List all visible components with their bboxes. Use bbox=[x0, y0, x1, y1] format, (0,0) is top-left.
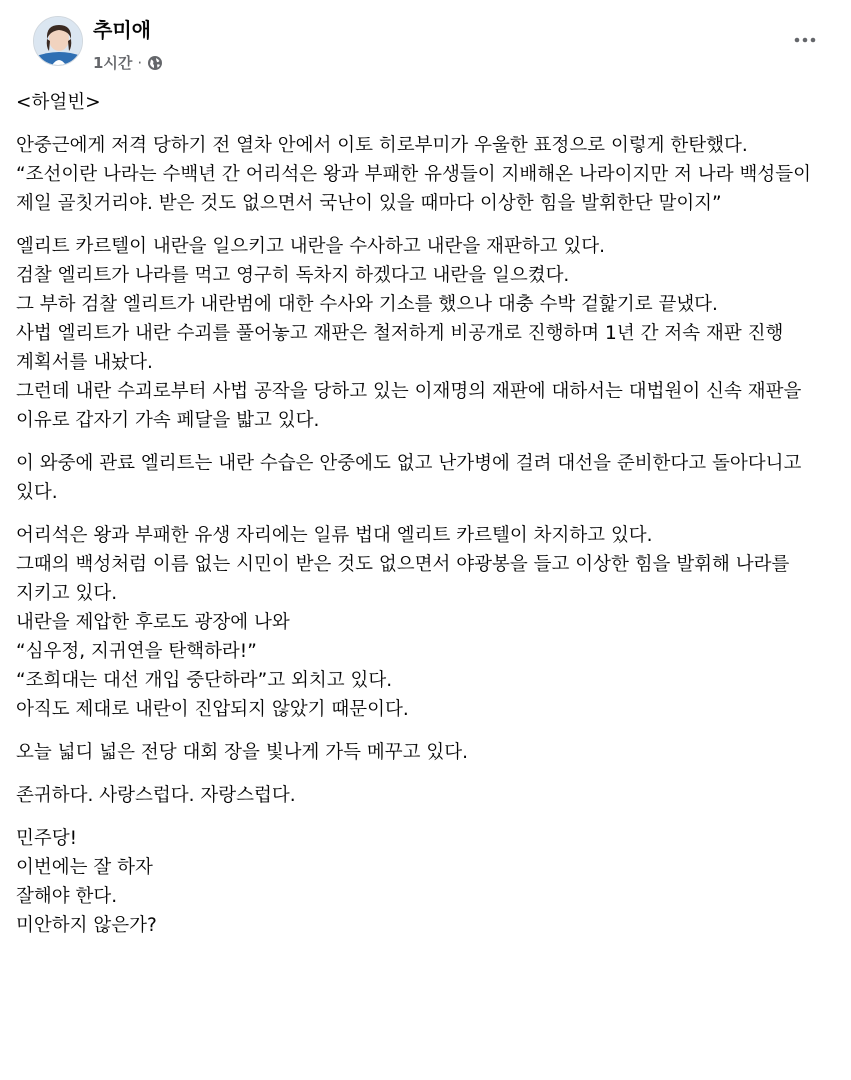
more-options-button[interactable] bbox=[787, 22, 823, 58]
avatar[interactable] bbox=[33, 16, 83, 66]
avatar-portrait-icon bbox=[34, 17, 83, 66]
post-paragraph-title: <하얼빈> bbox=[16, 92, 101, 113]
post-paragraph: 엘리트 카르텔이 내란을 일으키고 내란을 수사하고 내란을 재판하고 있다. 검찰 엘리트가 나라를 먹고 영구히 독차지 하겠다고 내란을 일으켰다. 그 부하 검찰 엘리트가 내란범에 대한 수사와 기소를 했으나 대충 수박 겉핥기로 끝냈다. 사법 엘리트가 내란 수괴를 풀어놓고 재판은 철저하게 비공개로 진행하며 1년 간 저속 재판 진행 계획서를 내놨다. 그런데 내란 수괴로부터 사법 공작을 당하고 있는 이재명의 재판에 대하서는 대법원이 신속 재판을 이유로 갑자기 가속 페달을 밟고 있다. bbox=[16, 236, 802, 431]
post-timestamp[interactable]: 1시간 bbox=[93, 54, 133, 72]
post-paragraph: 이 와중에 관료 엘리트는 내란 수습은 안중에도 없고 난가병에 걸려 대선을 준비한다고 돌아다니고 있다. bbox=[16, 453, 802, 503]
author-name[interactable]: 추미애 bbox=[93, 18, 151, 42]
post-body bbox=[16, 88, 825, 954]
post-paragraph: 안중근에게 저격 당하기 전 열차 안에서 이토 히로부미가 우울한 표정으로 이렇게 한탄했다. “조선이란 나라는 수백년 간 어리석은 왕과 부패한 유생들이 지배해온 나라이지만 저 나라 백성들이 제일 골칫거리야. 받은 것도 없으면서 국난이 있을 때마다 이상한 힘을 발휘한단 말이지” bbox=[16, 135, 811, 214]
globe-icon[interactable] bbox=[147, 55, 163, 71]
meta-separator: · bbox=[137, 53, 143, 72]
post-paragraph: 오늘 넓디 넓은 전당 대회 장을 빛나게 가득 메꾸고 있다. bbox=[16, 742, 468, 763]
more-horizontal-icon bbox=[793, 36, 817, 44]
post-paragraph: 어리석은 왕과 부패한 유생 자리에는 일류 법대 엘리트 카르텔이 차지하고 있다. 그때의 백성처럼 이름 없는 시민이 받은 것도 없으면서 야광봉을 들고 이상한 힘을 발휘해 나라를 지키고 있다. 내란을 제압한 후로도 광장에 나와 “심우정, 지귀연을 탄핵하라!” “조희대는 대선 개입 중단하라”고 외치고 있다. 아직도 제대로 내란이 진압되지 않았기 때문이다. bbox=[16, 525, 790, 720]
post-meta bbox=[93, 52, 163, 73]
post-paragraph: 민주당! 이번에는 잘 하자 잘해야 한다. 미안하지 않은가? bbox=[16, 828, 157, 936]
post-paragraph: 존귀하다. 사랑스럽다. 자랑스럽다. bbox=[16, 785, 296, 806]
post-header bbox=[16, 0, 835, 88]
